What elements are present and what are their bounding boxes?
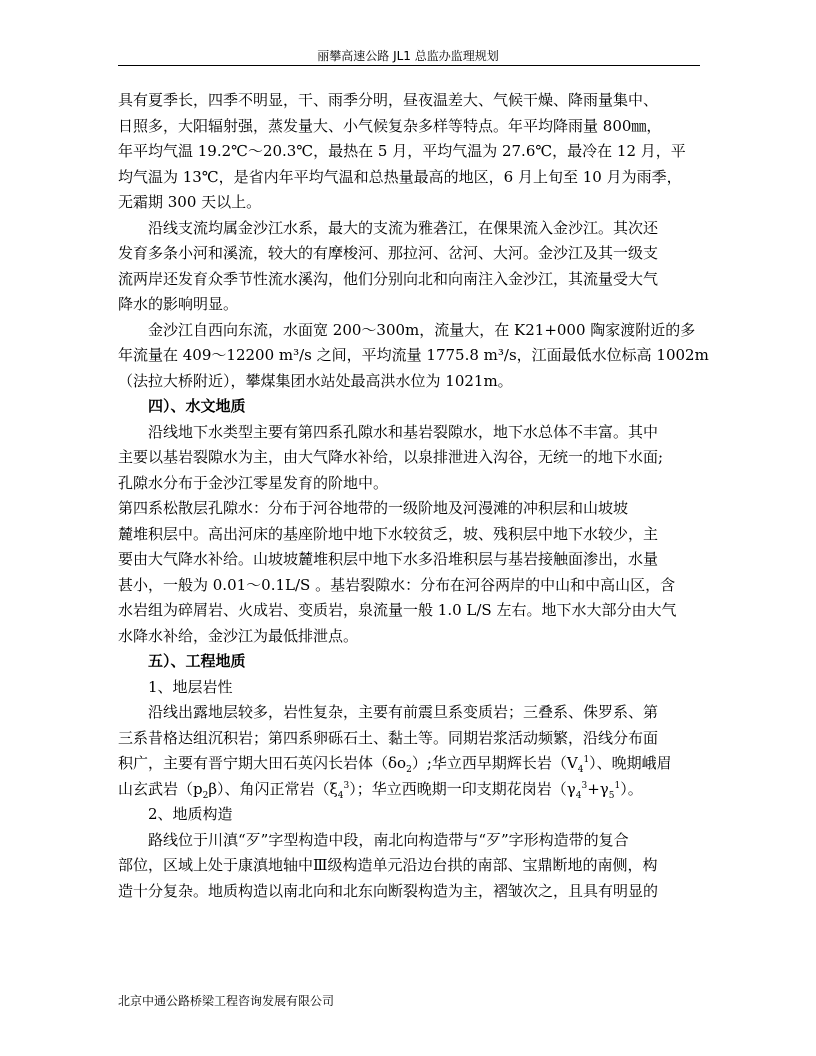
text-line: 主要以基岩裂隙水为主，由大气降水补给，以泉排泄进入沟谷，无统一的地下水面;: [118, 448, 664, 466]
text-line: 山玄武岩$(p_2\beta)$、角闪正常岩$(\xi_4^3)$；华立西晚期一印支期花岗岩$(\gamma_4^3+\gamma_5^1)$。: [118, 779, 643, 801]
text-line: 金沙江自西向东流，水面宽 200～300m，流量大，在 K21+000 陶家渡附近的多: [148, 320, 696, 339]
text-line: 三系昔格达组沉积岩；第四系卵砾石土、黏土等。同期岩浆活动频繁，沿线分布面: [118, 728, 659, 747]
text-line: 年平均气温 19.2℃～20.3℃，最热在 5 月，平均气温为 27.6℃，最冷在 12 月，平: [118, 142, 686, 160]
paragraph-groundwater: [118, 420, 700, 497]
text-line: 积广，主要有晋宁期大田石英闪长岩体$(\delta o_2)$;华立西早期辉长岩$(V_4^1)$、晚期峨眉: [118, 754, 672, 775]
header-divider: [118, 65, 700, 66]
text-line: 沿线出露地层较多，岩性复杂，主要有前震旦系变质岩；三叠系、侏罗系、第: [148, 703, 659, 721]
subheading-structure: 2、地质构造: [148, 805, 233, 823]
section-heading-engineering-geology: 五）、工程地质: [148, 652, 246, 670]
text-line: 发育多条小河和溪流，较大的有摩梭河、那拉河、岔河、大河。金沙江及其一级支: [118, 244, 659, 262]
text-line: 水降水补给，金沙江为最低排泄点。: [118, 626, 359, 645]
text-line: 路线位于川滇“歹”字型构造中段，南北向构造带与“歹”字形构造带的复合: [148, 830, 629, 849]
text-line: 水岩组为碎屑岩、火成岩、变质岩，泉流量一般 1.0 L/S 左右。地下水大部分由大气: [118, 601, 677, 619]
subheading-strata: 1、地层岩性: [148, 677, 233, 696]
paragraph-climate: [118, 88, 700, 216]
text-line: 要由大气降水补给。山坡坡麓堆积层中地下水多沿堆积层与基岩接触面渗出，水量: [118, 550, 659, 568]
page-footer-company: 北京中通公路桥梁工程咨询发展有限公司: [118, 994, 335, 1008]
text-line: 年流量在 409～12200 m³/s 之间，平均流量 1775.8 m³/s，江面最低水位标高 1002m: [118, 346, 709, 364]
paragraph-structure: [118, 828, 700, 905]
paragraph-pore-water: [118, 496, 700, 649]
text-line: 降水的影响明显。: [118, 295, 239, 313]
paragraph-jinsha-river: [118, 318, 709, 395]
text-line: 沿线支流均属金沙江水系，最大的支流为雅砻江，在倮果流入金沙江。其次还: [148, 218, 659, 237]
text-line: 流两岸还发育众季节性流水溪沟，他们分别向北和向南注入金沙江，其流量受大气: [118, 269, 659, 288]
text-line: 甚小，一般为 0.01～0.1L/S 。基岩裂隙水：分布在河谷两岸的中山和中高山区，含: [118, 575, 676, 594]
text-line: 日照多，大阳辐射强，蒸发量大、小气候复杂多样等特点。年平均降雨量 800㎜，: [118, 116, 662, 135]
section-heading-hydrogeology: 四）、水文地质: [148, 397, 246, 415]
text-line: 造十分复杂。地质构造以南北向和北东向断裂构造为主，褶皱次之，且具有明显的: [118, 881, 659, 900]
text-line: 第四系松散层孔隙水：分布于河谷地带的一级阶地及河漫滩的冲积层和山坡坡: [118, 499, 629, 517]
paragraph-tributaries: [118, 216, 700, 318]
text-line: 孔隙水分布于金沙江零星发育的阶地中。: [118, 473, 389, 492]
text-line: 麓堆积层中。高出河床的基座阶地中地下水较贫乏，坡、残积层中地下水较少，主: [118, 524, 659, 543]
paragraph-strata: [118, 700, 700, 802]
text-line: 沿线地下水类型主要有第四系孔隙水和基岩裂隙水，地下水总体不丰富。其中: [148, 422, 659, 441]
document-body: [118, 88, 709, 904]
text-line: 无霜期 300 天以上。: [118, 193, 262, 211]
text-line: 具有夏季长，四季不明显，干、雨季分明，昼夜温差大、气候干燥、降雨量集中、: [118, 91, 659, 109]
text-line: （法拉大桥附近），攀煤集团水站处最高洪水位为 1021m。: [118, 371, 513, 390]
text-line: 部位，区域上处于康滇地轴中Ⅲ级构造单元沿边台拱的南部、宝鼎断地的南侧，构: [118, 856, 658, 874]
page-header-title: 丽攀高速公路 JL1 总监办监理规划: [317, 49, 499, 63]
text-line: 均气温为 13℃，是省内年平均气温和总热量最高的地区，6 月上旬至 10 月为雨季，: [118, 167, 682, 186]
